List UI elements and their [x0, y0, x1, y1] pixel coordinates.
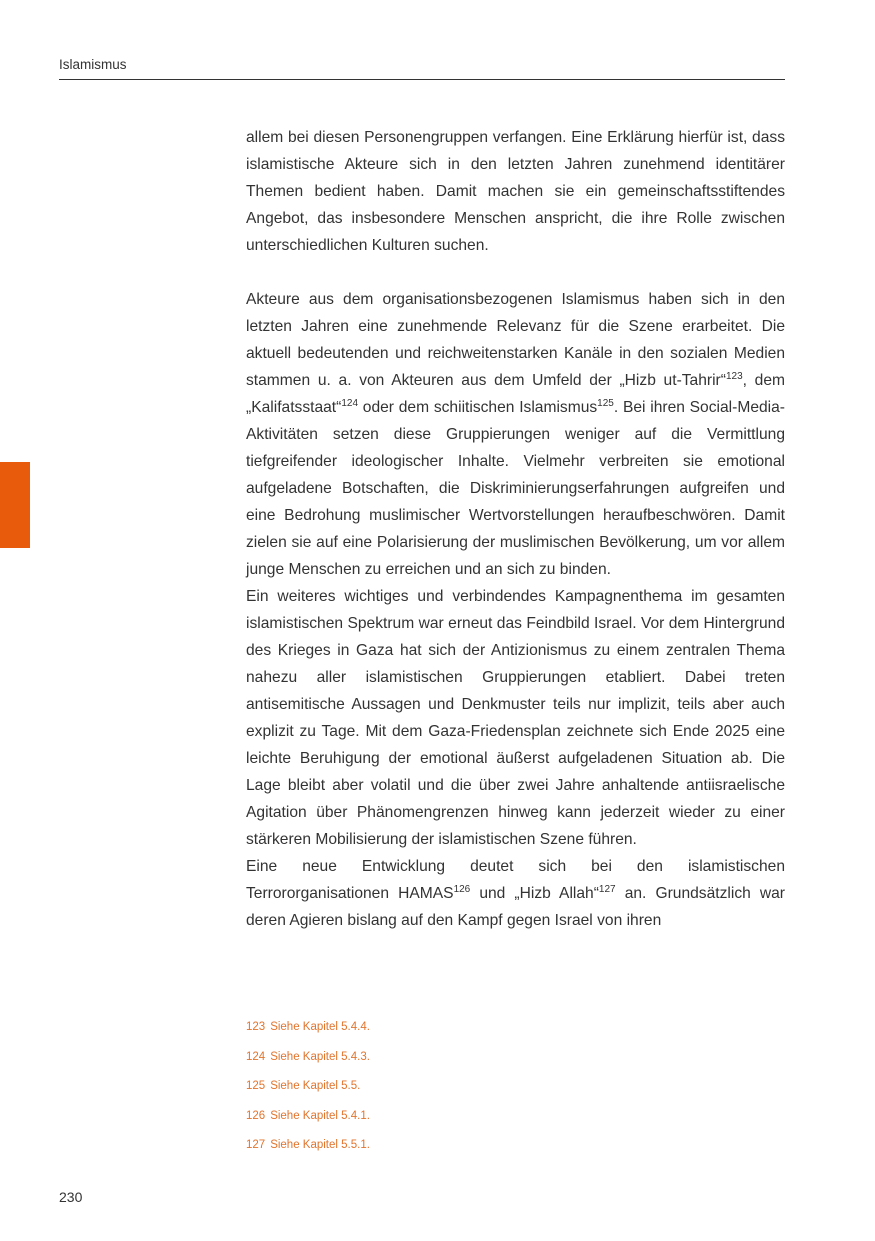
paragraph-4-text-2: und „Hizb Allah“: [470, 885, 599, 902]
footnote-number: 127: [246, 1139, 266, 1152]
running-header-title: Islamismus: [59, 57, 127, 72]
paragraph-2-text-1: Akteure aus dem organisationsbezogenen Islamismus haben sich in den letzten Jahren eine zunehmende Relevanz für die Szene erarbeitet. Die aktuell bedeutenden und reichweitenstarken Kanäle in den sozialen Medien stammen u. a. von Akteuren aus dem Umfeld der „Hizb ut-Tahrir“: [246, 291, 785, 389]
paragraph-4: [246, 853, 785, 934]
paragraph-4-text-3: an. Grundsätzlich war deren Agieren bislang auf den Kampf gegen Israel von ihren: [246, 885, 785, 929]
paragraph-2: [246, 286, 785, 583]
paragraph-3: Ein weiteres wichtiges und verbindendes Kampagnenthema im gesamten islamistischen Spektrum war erneut das Feindbild Israel. Vor dem Hintergrund des Krieges in Gaza hat sich der Antizionismus zu einem zentralen Thema nahezu aller islamistischen Gruppierungen etabliert. Dabei treten antisemitische Aussagen und Denkmuster teils nur implizit, teils aber auch explizit zu Tage. Mit dem Gaza-Friedensplan zeichnete sich Ende 2025 eine leichte Beruhigung der emotional äußerst aufgeladenen Situation ab. Die Lage bleibt aber volatil und die über zwei Jahre anhaltende antiisraelische Agitation über Phänomengrenzen hinweg kann jederzeit wieder zu einer stärkeren Mobilisierung der islamistischen Szene führen.: [246, 588, 785, 848]
footnote-number: 123: [246, 1021, 266, 1033]
footnote-item: [246, 1102, 785, 1132]
footnote-ref-123[interactable]: 123: [725, 371, 743, 382]
paragraph-4-text-1: Eine neue Entwicklung deutet sich bei den islamistischen Terrororganisationen HAMAS: [246, 858, 785, 902]
paragraph-2-text-2: , dem „Kalifatsstaat“: [246, 372, 786, 416]
footnote-item: [246, 1072, 785, 1102]
footnote-text: Siehe Kapitel 5.4.4.: [270, 1021, 370, 1033]
footnote-ref-126[interactable]: 126: [453, 884, 471, 895]
footnote-text: Siehe Kapitel 5.5.1.: [270, 1139, 370, 1152]
main-text: [246, 124, 785, 934]
paragraph-1: allem bei diesen Personengruppen verfangen. Eine Erklärung hierfür ist, dass islamistische Akteure sich in den letzten Jahren zunehmend identitärer Themen bedient haben. Damit machen sie ein gemeinschaftsstiftendes Angebot, das insbesondere Menschen anspricht, die ihre Rolle zwischen unterschiedlichen Kulturen suchen.: [246, 129, 785, 254]
footnote-text: Siehe Kapitel 5.5.: [270, 1080, 361, 1093]
footnote-number: 126: [246, 1109, 266, 1122]
footnote-number: 125: [246, 1080, 266, 1093]
footnote-item: [246, 1013, 785, 1043]
chapter-marker-tab: [0, 462, 30, 548]
footnotes-list: [246, 1013, 785, 1161]
page-number: 230: [59, 1189, 83, 1205]
footnote-item: [246, 1043, 785, 1073]
footnote-number: 124: [246, 1050, 266, 1063]
footnote-item: [246, 1131, 785, 1161]
footnote-ref-127[interactable]: 127: [598, 884, 616, 895]
footnote-text: Siehe Kapitel 5.4.3.: [270, 1050, 370, 1063]
footnote-text: Siehe Kapitel 5.4.1.: [270, 1109, 370, 1122]
footnote-ref-124[interactable]: 124: [341, 398, 359, 409]
footnote-ref-125[interactable]: 125: [597, 398, 614, 409]
paragraph-2-text-4: . Bei ihren Social-Media-Aktivitäten setzen diese Gruppierungen weniger auf die Vermittlung tiefgreifender ideologischer Inhalte. Vielmehr verbreiten sie emotional aufgeladene Botschaften, die Diskriminierungserfahrungen aufgreifen und eine Bedrohung muslimischer Wertvorstellungen heraufbeschwören. Damit zielen sie auf eine Polarisierung der muslimischen Bevölkerung, um vor allem junge Menschen zu erreichen und an sich zu binden.: [246, 399, 785, 578]
header-divider: [59, 79, 785, 80]
paragraph-2-text-3: oder dem schiitischen Islamismus: [358, 399, 598, 416]
